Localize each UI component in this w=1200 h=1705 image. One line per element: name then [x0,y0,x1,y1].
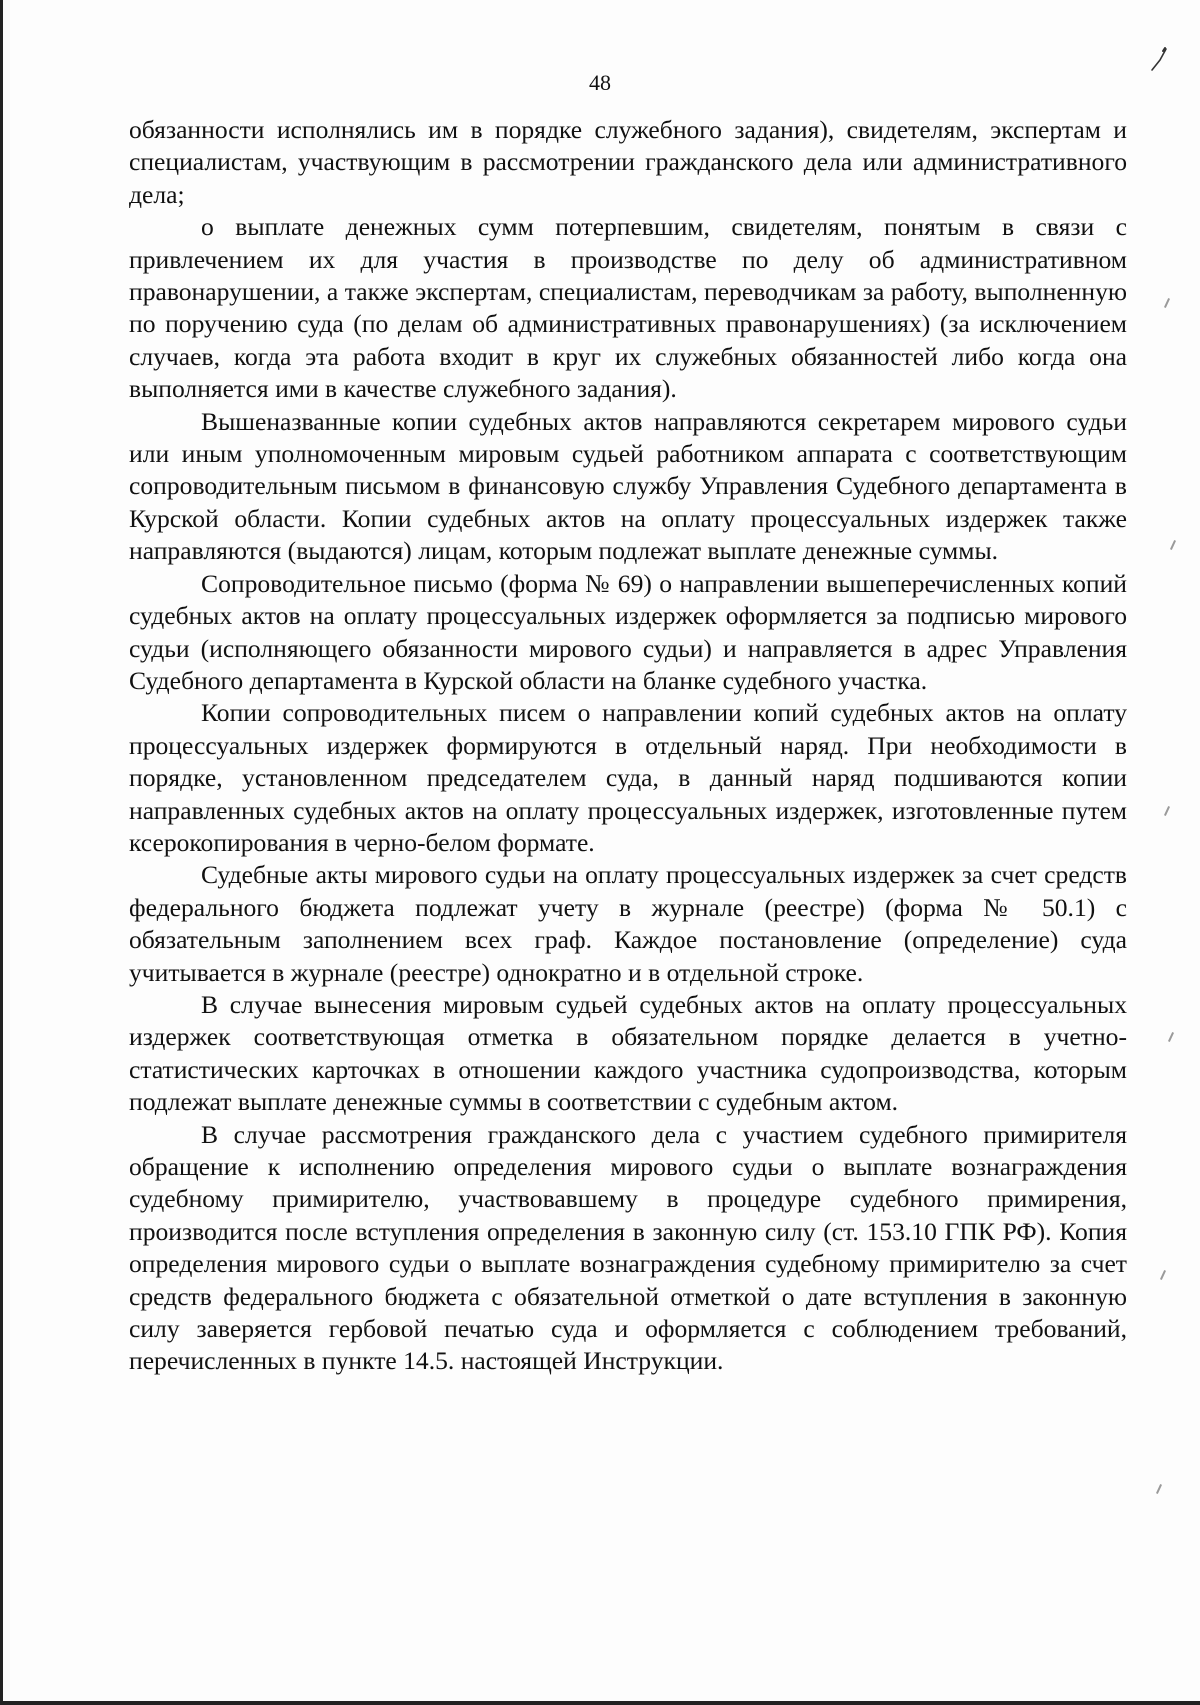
page-number: 48 [589,70,611,95]
paragraph: В случае вынесения мировым судьей судебных актов на оплату процессуальных издержек соответствующая отметка в обязательном порядке делается в учетно-статистических карточках в отношении каждого участника судопроизводства, которым подлежат выплате денежные суммы в соответствии с судебным актом. [129,989,1127,1117]
scan-bottom-border [0,1701,1200,1705]
scan-left-border [0,0,3,1705]
scan-artifact [1164,298,1170,308]
scan-artifact [1170,540,1176,550]
scan-artifact [1156,1484,1162,1494]
scan-artifact [1168,1032,1174,1042]
pen-mark-icon [1150,46,1168,72]
paragraph: Судебные акты мирового судьи на оплату процессуальных издержек за счет средств федерального бюджета подлежат учету в журнале (реестре) (форма № 50.1) с обязательным заполнением всех граф. Каждое постановление (определение) суда учитывается в журнале (реестре) однократно и в отдельной строке. [129,860,1127,987]
paragraph: обязанности исполнялись им в порядке служебного задания), свидетелям, экспертам и специалистам, участвующим в рассмотрении гражданского дела или административного дела; [129,115,1127,209]
document-body [129,114,1127,1378]
scan-artifact [1160,1270,1166,1280]
scan-artifact [1164,806,1170,816]
paragraph: Копии сопроводительных писем о направлении копий судебных актов на оплату процессуальных издержек формируются в отдельный наряд. При необходимости в порядке, установленном председателем суда, в данный наряд подшиваются копии направленных судебных актов на оплату процессуальных издержек, изготовленные путем ксерокопирования в черно-белом формате. [129,698,1127,857]
paragraph: Вышеназванные копии судебных актов направляются секретарем мирового судьи или иным уполномоченным мировым судьей работником аппарата с соответствующим сопроводительным письмом в финансовую службу Управления Судебного департамента в Курской области. Копии судебных актов на оплату процессуальных издержек также направляются (выдаются) лицам, которым подлежат выплате денежные суммы. [129,406,1127,566]
paragraph: Сопроводительное письмо (форма № 69) о направлении вышеперечисленных копий судебных актов на оплату процессуальных издержек оформляется за подписью мирового судьи (исполняющего обязанности мирового судьи) и направляется в адрес Управления Судебного департамента в Курской области на бланке судебного участка. [129,568,1127,695]
paragraph: о выплате денежных сумм потерпевшим, свидетелям, понятым в связи с привлечением их для участия в производстве по делу об административном правонарушении, а также экспертам, специалистам, переводчикам за работу, выполненную по поручению суда (по делам об административных правонарушениях) (за исключением случаев, когда эта работа входит в круг их служебных обязанностей либо когда она выполняется ими в качестве служебного задания). [129,212,1127,404]
paragraph: В случае рассмотрения гражданского дела с участием судебного примирителя обращение к исполнению определения мирового судьи о выплате вознаграждения судебному примирителю, участвовавшему в процедуре судебного примирения, производится после вступления определения в законную силу (ст. 153.10 ГПК РФ). Копия определения мирового судьи о выплате вознаграждения судебному примирителю за счет средств федерального бюджета с обязательной отметкой о дате вступления в законную силу заверяется гербовой печатью суда и оформляется с соблюдением требований, перечисленных в пункте 14.5. настоящей Инструкции. [129,1119,1127,1376]
